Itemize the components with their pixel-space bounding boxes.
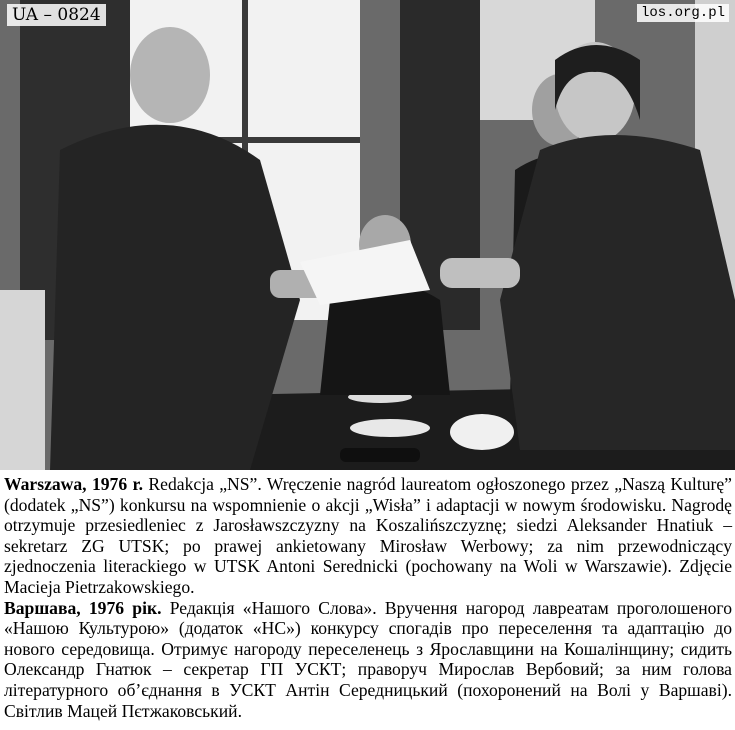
caption-ukrainian-place-date: Варшава, 1976 рік. — [4, 597, 162, 618]
older-man-suit — [50, 125, 300, 470]
archive-id-label: UA – 0824 — [7, 4, 106, 26]
saucer — [350, 419, 430, 437]
caption — [4, 474, 732, 721]
caption-polish-place-date: Warszawa, 1976 r. — [4, 474, 144, 494]
eyeglasses — [340, 448, 420, 462]
caption-ukrainian-text: Редакція «Нашого Слова». Вручення нагород лавреатам проголошеного «Нашою Культурою» (додаток «НС») конкурсу спогадів про переселення та адаптацію до нового середовища. Отримує нагороду переселенець з Ярославщини на Кошалінщину; сидить Олександр Гнатюк – секретар ГП УСКТ; праворуч Мирослав Вербовий; за ним голова літературного об’єднання в УСКТ Антін Середницький (похоронений на Волі у Варшаві). Світлив Мацей Пєтжаковський. — [4, 597, 732, 721]
site-label: los.org.pl — [637, 4, 729, 22]
caption-polish-text: Redakcja „NS”. Wręczenie nagród laureatom ogłoszonego przez „Naszą Kulturę” (dodatek „NS”) konkursu na wspomnienie o akcji „Wisła” i adaptacji w nowym środowisku. Nagrodę otrzymuje przesiedleniec z Jarosławszczyzny na Koszalińszczyznę; siedzi Aleksander Hnatiuk – sekretarz ZG UTSK; po prawej ankietowany Mirosław Werbowy; za nim przewodniczący zjednoczenia literackiego w UTSK Antoni Serednicki (pochowany na Woli w Warszawie). Zdjęcie Macieja Pietrzakowskiego. — [4, 474, 732, 597]
older-man-head — [130, 27, 210, 123]
left-edge-figure — [0, 290, 45, 470]
caption-polish — [4, 474, 732, 598]
younger-man-hand — [440, 258, 520, 288]
cup — [450, 414, 514, 450]
caption-ukrainian — [4, 598, 732, 722]
younger-man-suit — [500, 135, 735, 450]
